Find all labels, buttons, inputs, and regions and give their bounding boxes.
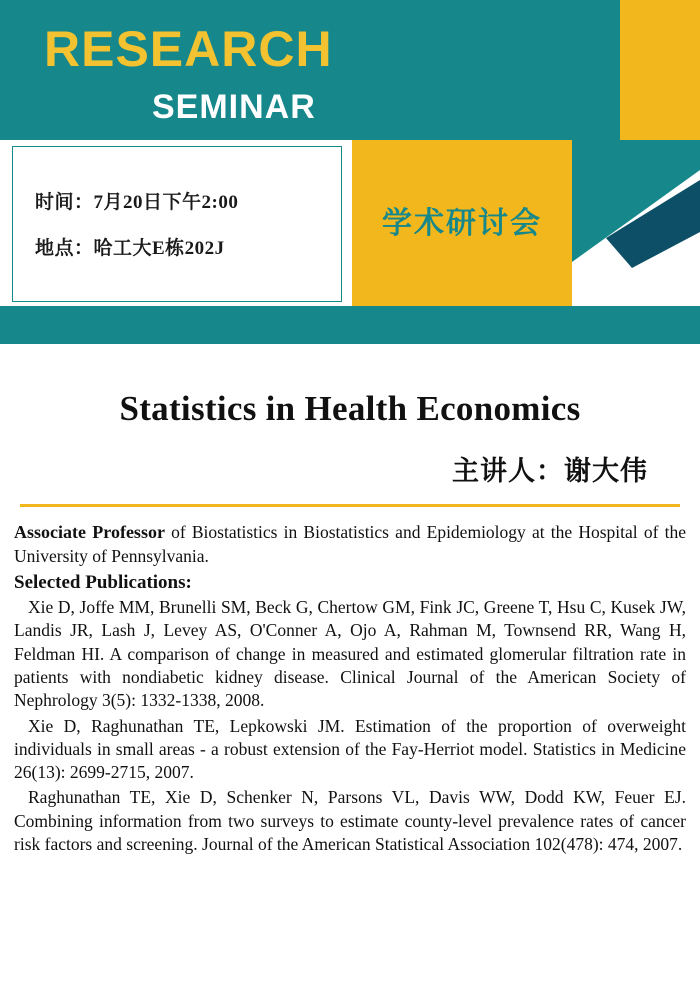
publication-item: Raghunathan TE, Xie D, Schenker N, Parsons VL, Davis WW, Dodd KW, Feuer EJ. Combining information from two surveys to estimate county-level prevalence rates of cancer risk factors and screening. Journal of the American Statistical Association 102(478): 474, 2007. [14,787,686,854]
publication-item: Xie D, Raghunathan TE, Lepkowski JM. Estimation of the proportion of overweight individuals in small areas - a robust extension of the Fay-Herriot model. Statistics in Medicine 26(13): 2699-2715, 2007. [14,715,686,783]
talk-title: Statistics in Health Economics [119,389,581,428]
badge-label: 学术研讨会 [382,207,542,240]
publication-item: Xie D, Joffe MM, Brunelli SM, Beck G, Chertow GM, Fink JC, Greene T, Hsu C, Kusek JW, Landis JR, Lash J, Levey AS, O'Conner A, Ojo A, Rahman M, Townsend RR, Wang H, Feldman HI. A comparison of change in measured and estimated glomerular filtration rate in patients with nondiabetic kidney disease. Clinical Journal of the American Society of Nephrology 3(5): 1332-1338, 2008. [14,597,686,711]
event-info-box [12,146,342,302]
publications-heading: Selected Publications: [14,572,192,594]
bio-lead: Associate Professor [14,522,165,542]
badge-block [352,140,572,306]
event-location: 地点：哈工大E栋202J [35,238,225,259]
poster-title-bottom: SEMINAR [152,88,316,126]
poster-title-top: RESEARCH [44,21,333,77]
divider [20,504,680,507]
decorative-chevrons [572,140,700,306]
bio-rest: of Biostatistics in Biostatistics and Epidemiology at the Hospital of the University of Pennsylvania. [14,522,686,566]
header-yellow-bar [620,0,700,140]
speaker-line: 主讲人：谢大伟 [452,456,648,486]
bio-paragraph [14,521,686,568]
poster-header [0,0,700,345]
event-time: 时间：7月20日下午2:00 [35,192,239,213]
header-bottom-band [0,306,700,344]
poster-body [0,345,700,856]
